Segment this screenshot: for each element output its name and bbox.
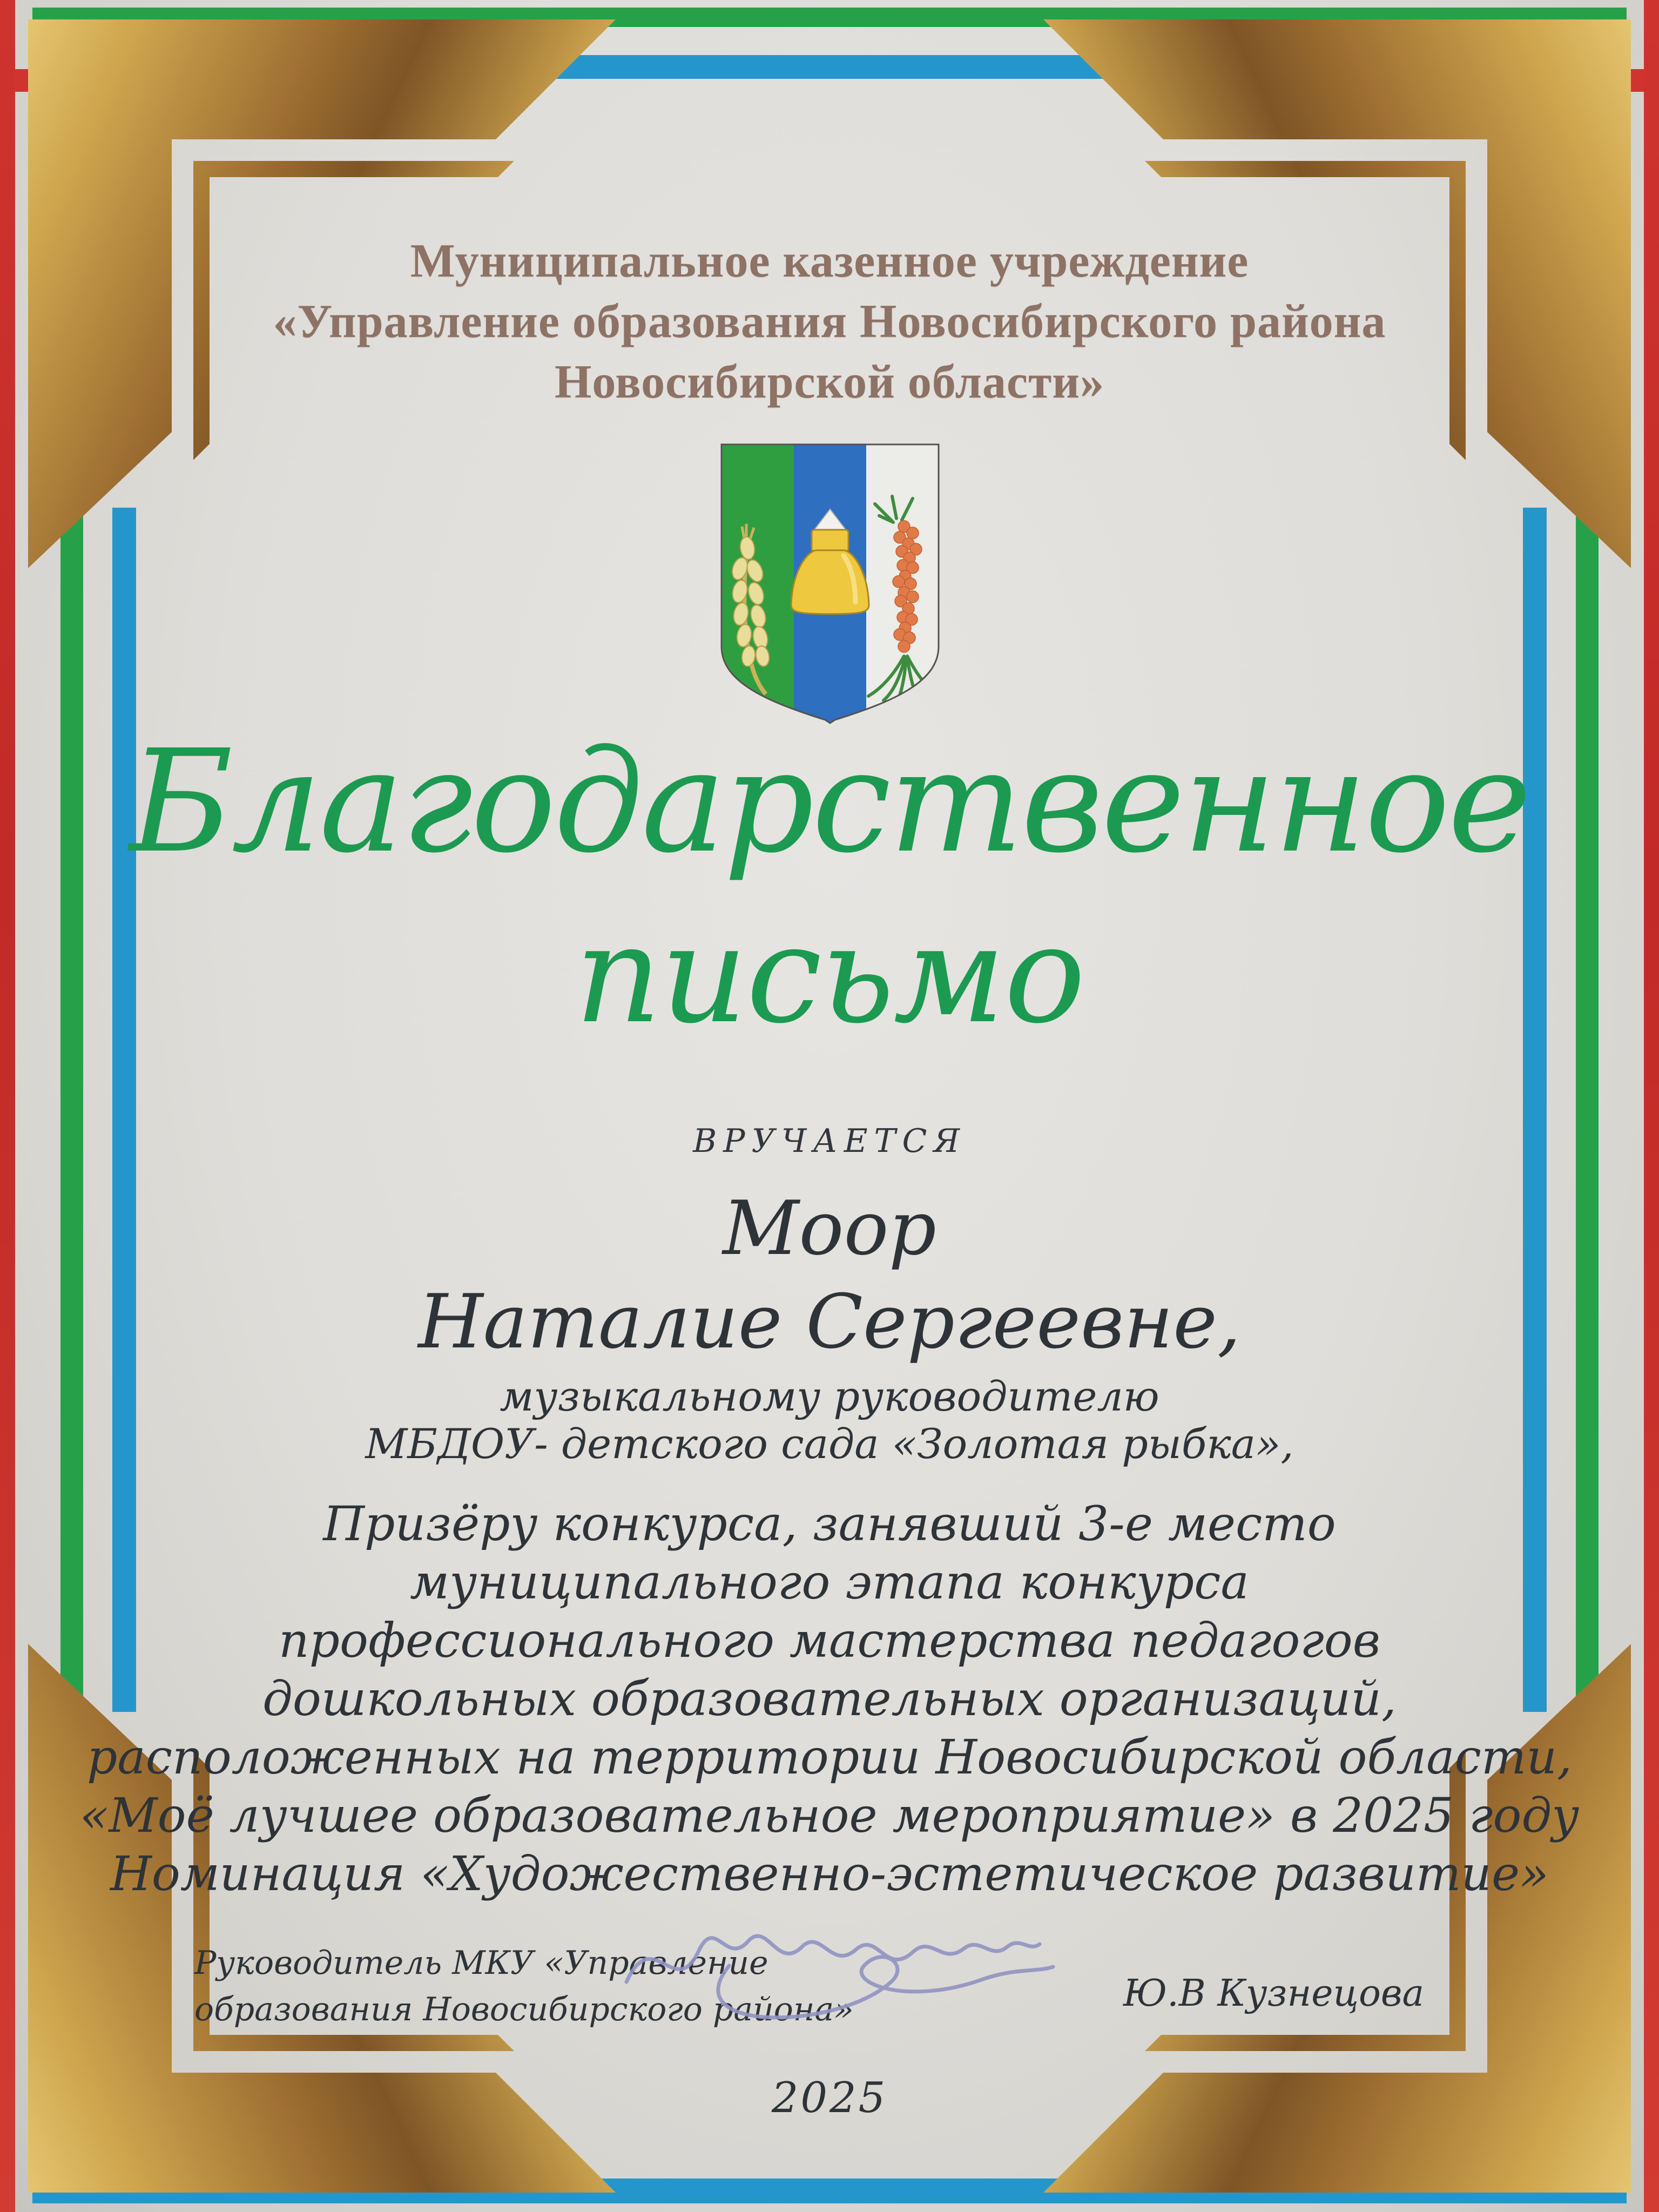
handwritten-signature-icon (605, 1901, 1156, 2047)
year-label: 2025 (771, 2074, 888, 2122)
body-line: расположенных на территории Новосибирской области, (86, 1729, 1573, 1785)
body-line: Призёру конкурса, занявший 3-е место (323, 1496, 1336, 1552)
recipient-surname: Моор (723, 1185, 936, 1272)
recipient-role-line-1: музыкальному руководителю (500, 1372, 1159, 1420)
issuer-header (0, 231, 1659, 413)
body-line: муниципального этапа конкурса (410, 1554, 1249, 1610)
signer-name: Ю.В Кузнецова (1123, 1972, 1425, 2015)
certificate-title-line-2: письмо (575, 896, 1084, 1053)
issuer-line-3: Новосибирской области» (554, 356, 1105, 408)
award-body-text (0, 1495, 1659, 1903)
body-line: «Моё лучшее образовательное мероприятие» в 2025 году (79, 1788, 1580, 1843)
body-line: Номинация «Художественно-эстетическое развитие» (110, 1846, 1549, 1901)
issuer-line-2: «Управление образования Новосибирского района (273, 295, 1386, 348)
body-line: профессионального мастерства педагогов (279, 1613, 1380, 1668)
signer-position-line-2: образования Новосибирского района» (194, 1991, 854, 2028)
issuer-line-1: Муниципальное казенное учреждение (410, 235, 1249, 287)
coat-of-arms-icon (714, 440, 946, 726)
recipient-name-patronymic: Наталие Сергеевне, (418, 1278, 1241, 1365)
presented-label: ВРУЧАЕТСЯ (693, 1122, 966, 1160)
recipient-role-line-2: МБДОУ- детского сада «Золотая рыбка», (365, 1420, 1294, 1468)
signer-position-line-1: Руководитель МКУ «Управление (194, 1944, 768, 1982)
certificate-title-line-1: Благодарственное (129, 719, 1530, 884)
body-line: дошкольных образовательных организаций, (262, 1671, 1397, 1727)
